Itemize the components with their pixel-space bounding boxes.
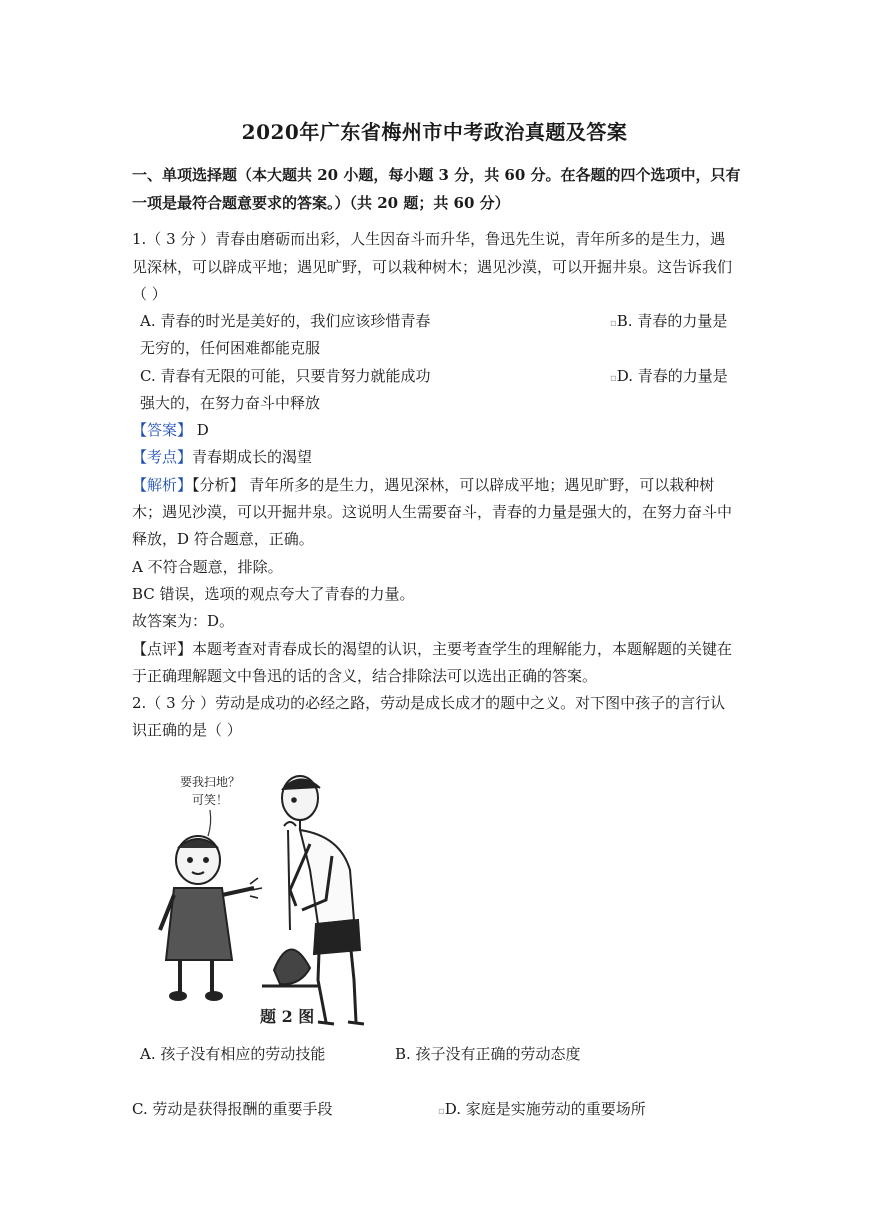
bubble-text-1: 要我扫地？ [180, 775, 241, 789]
q1-option-d-head: ▫D. 青春的力量是 [610, 367, 728, 385]
cartoon-figure [150, 760, 410, 1030]
point-tag: 【考点】 [132, 448, 193, 466]
page-title: 2020年广东省梅州市中考政治真题及答案 [241, 120, 628, 144]
q1-review-line2: 于正确理解题文中鲁迅的话的含义，结合排除法可以选出正确的答案。 [132, 667, 598, 685]
q2-stem-line2: 识正确的是（ ） [132, 721, 242, 739]
q2-option-b: B. 孩子没有正确的劳动态度 [395, 1045, 581, 1063]
q1-option-b-tail: 无穷的，任何困难都能克服 [140, 339, 321, 357]
q1-answer: 【答案】 D [132, 421, 209, 439]
q1-option-b-head: ▫B. 青春的力量是 [610, 312, 728, 330]
analysis-tag: 【解析】 [132, 476, 193, 494]
q1-stem-line3: （ ） [132, 285, 167, 303]
section-heading-line2: 一项是最符合题意要求的答案。）（共 20 题；共 60 分） [132, 194, 510, 212]
bubble-text-2: 可笑！ [192, 793, 229, 807]
q1-point: 【考点】青春期成长的渴望 [132, 448, 313, 466]
q1-option-c: C. 青春有无限的可能，只要肯努力就能成功 [140, 367, 431, 385]
figure-caption: 题 2 图 [260, 1007, 315, 1026]
q2-option-c: C. 劳动是获得报酬的重要手段 [132, 1100, 333, 1118]
q1-option-a: A. 青春的时光是美好的，我们应该珍惜青春 [140, 312, 431, 330]
section-heading-line1: 一、单项选择题（本大题共 20 小题，每小题 3 分，共 60 分。在各题的四个选项中，只有 [132, 166, 741, 184]
q1-stem-line2: 见深林，可以辟成平地；遇见旷野，可以栽种树木；遇见沙漠，可以开掘井泉。这告诉我们 [132, 258, 733, 276]
q1-analysis-line2: 木；遇见沙漠，可以开掘井泉。这说明人生需要奋斗，青春的力量是强大的，在努力奋斗中 [132, 503, 733, 521]
q1-analysis-line1: 【解析】【分析】 青年所多的是生力，遇见深林，可以辟成平地；遇见旷野，可以栽种树 [132, 476, 715, 494]
q1-analysis-line5: BC 错误，选项的观点夸大了青春的力量。 [132, 585, 415, 603]
q1-stem-line1: 1.（ 3 分 ）青春由磨砺而出彩，人生因奋斗而升华，鲁迅先生说，青年所多的是生力，遇 [132, 230, 726, 248]
q2-stem-line1: 2.（ 3 分 ）劳动是成功的必经之路，劳动是成长成才的题中之义。对下图中孩子的言行认 [132, 694, 726, 712]
q1-option-d-tail: 强大的，在努力奋斗中释放 [140, 394, 321, 412]
q2-option-a: A. 孩子没有相应的劳动技能 [140, 1045, 326, 1063]
q1-review-line1: 【点评】本题考查对青春成长的渴望的认识，主要考查学生的理解能力，本题解题的关键在 [132, 640, 733, 658]
answer-tag: 【答案】 [132, 421, 193, 439]
q1-analysis-line3: 释放，D 符合题意，正确。 [132, 530, 314, 548]
q1-analysis-line6: 故答案为：D。 [132, 612, 235, 630]
child-illustration [160, 836, 254, 1000]
q1-analysis-line4: A 不符合题意，排除。 [132, 558, 283, 576]
q2-option-d: ▫D. 家庭是实施劳动的重要场所 [438, 1100, 646, 1118]
